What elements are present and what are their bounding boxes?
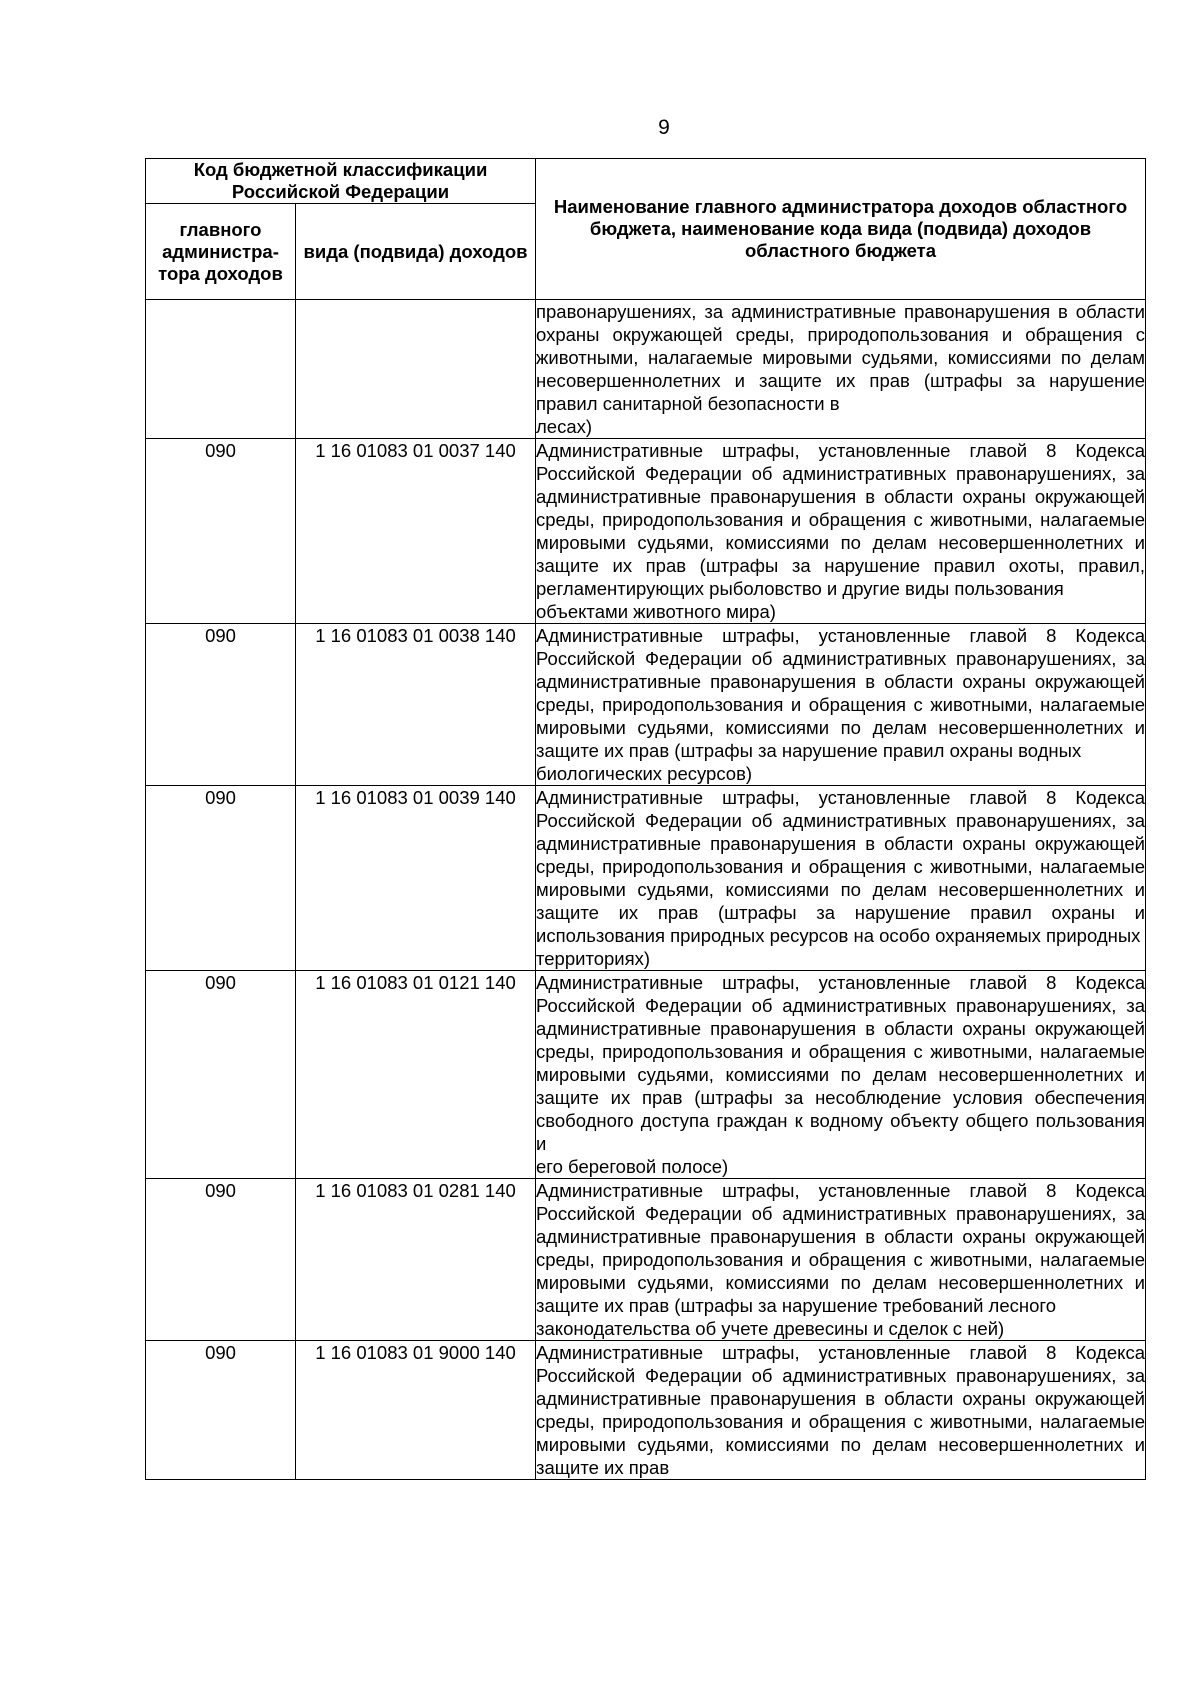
income-code-cell: 1 16 01083 01 0121 140 [296,971,536,1179]
description-last-line: законодательства об учете древесины и сделок с ней) [536,1318,1005,1339]
page-number: 9 [658,116,670,139]
table-body [146,300,1146,1480]
admin-code-cell: 090 [146,1341,296,1480]
description-last-line: его береговой полосе) [536,1156,729,1177]
description-text: Административные штрафы, установленные главой 8 Кодекса Российской Федерации об административных правонарушениях, за административные правонарушения в области охраны окружающей среды, природопользования и обращения с животными, налагаемые мировыми судьями, комиссиями по делам несовершеннолетних и защите их прав (штрафы за нарушение требований лесного [536,1180,1145,1316]
description-cell [536,1179,1146,1341]
table-row [146,971,1146,1179]
header-name-column: Наименование главного администратора доходов областного бюджета, наименование кода вида (подвида) доходов областного бюджета [536,159,1146,300]
description-text: Административные штрафы, установленные главой 8 Кодекса Российской Федерации об административных правонарушениях, за административные правонарушения в области охраны окружающей среды, природопользования и обращения с животными, налагаемые мировыми судьями, комиссиями по делам несовершеннолетних и защите их прав (штрафы за нарушение правил охоты, правил, регламентирующих рыболовство и другие виды пользования [536,440,1145,599]
description-text: правонарушениях, за административные правонарушения в области охраны окружающей среды, природопользования и обращения с животными, налагаемые мировыми судьями, комиссиями по делам несовершеннолетних и защите их прав (штрафы за нарушение правил санитарной безопасности в [536,301,1145,414]
header-kind-column: вида (подвида) доходов [296,204,536,300]
admin-code-cell: 090 [146,971,296,1179]
description-text: Административные штрафы, установленные главой 8 Кодекса Российской Федерации об административных правонарушениях, за административные правонарушения в области охраны окружающей среды, природопользования и обращения с животными, налагаемые мировыми судьями, комиссиями по делам несовершеннолетних и защите их прав (штрафы за нарушение правил охраны водных [536,625,1145,761]
admin-code-cell [146,300,296,439]
description-text: Административные штрафы, установленные главой 8 Кодекса Российской Федерации об административных правонарушениях, за административные правонарушения в области охраны окружающей среды, природопользования и обращения с животными, налагаемые мировыми судьями, комиссиями по делам несовершеннолетних и защите их прав [536,1342,1145,1478]
description-cell [536,439,1146,624]
income-code-cell: 1 16 01083 01 0038 140 [296,624,536,786]
admin-code-cell: 090 [146,439,296,624]
description-last-line: объектами животного мира) [536,601,776,622]
income-code-cell [296,300,536,439]
description-cell [536,624,1146,786]
income-code-cell: 1 16 01083 01 0039 140 [296,786,536,971]
income-code-cell: 1 16 01083 01 9000 140 [296,1341,536,1480]
description-cell [536,300,1146,439]
header-code-group: Код бюджетной классификации Российской Федерации [146,159,536,204]
table-row [146,1341,1146,1480]
description-text: Административные штрафы, установленные главой 8 Кодекса Российской Федерации об административных правонарушениях, за административные правонарушения в области охраны окружающей среды, природопользования и обращения с животными, налагаемые мировыми судьями, комиссиями по делам несовершеннолетних и защите их прав (штрафы за нарушение правил охраны и использования природных ресурсов на особо охраняемых природных [536,787,1145,946]
budget-classification-table [145,158,1146,1480]
table-row [146,300,1146,439]
admin-code-cell: 090 [146,1179,296,1341]
income-code-cell: 1 16 01083 01 0037 140 [296,439,536,624]
table-row [146,624,1146,786]
description-last-line: территориях) [536,948,651,969]
header-admin-column: главного администра-тора доходов [146,204,296,300]
table-row [146,439,1146,624]
table-row [146,786,1146,971]
description-last-line: биологических ресурсов) [536,763,753,784]
description-cell [536,1341,1146,1480]
income-code-cell: 1 16 01083 01 0281 140 [296,1179,536,1341]
table-row [146,1179,1146,1341]
description-cell [536,971,1146,1179]
description-cell [536,786,1146,971]
description-last-line: лесах) [536,416,593,437]
admin-code-cell: 090 [146,624,296,786]
admin-code-cell: 090 [146,786,296,971]
description-text: Административные штрафы, установленные главой 8 Кодекса Российской Федерации об административных правонарушениях, за административные правонарушения в области охраны окружающей среды, природопользования и обращения с животными, налагаемые мировыми судьями, комиссиями по делам несовершеннолетних и защите их прав (штрафы за несоблюдение условия обеспечения свободного доступа граждан к водному объекту общего пользования и [536,972,1145,1154]
